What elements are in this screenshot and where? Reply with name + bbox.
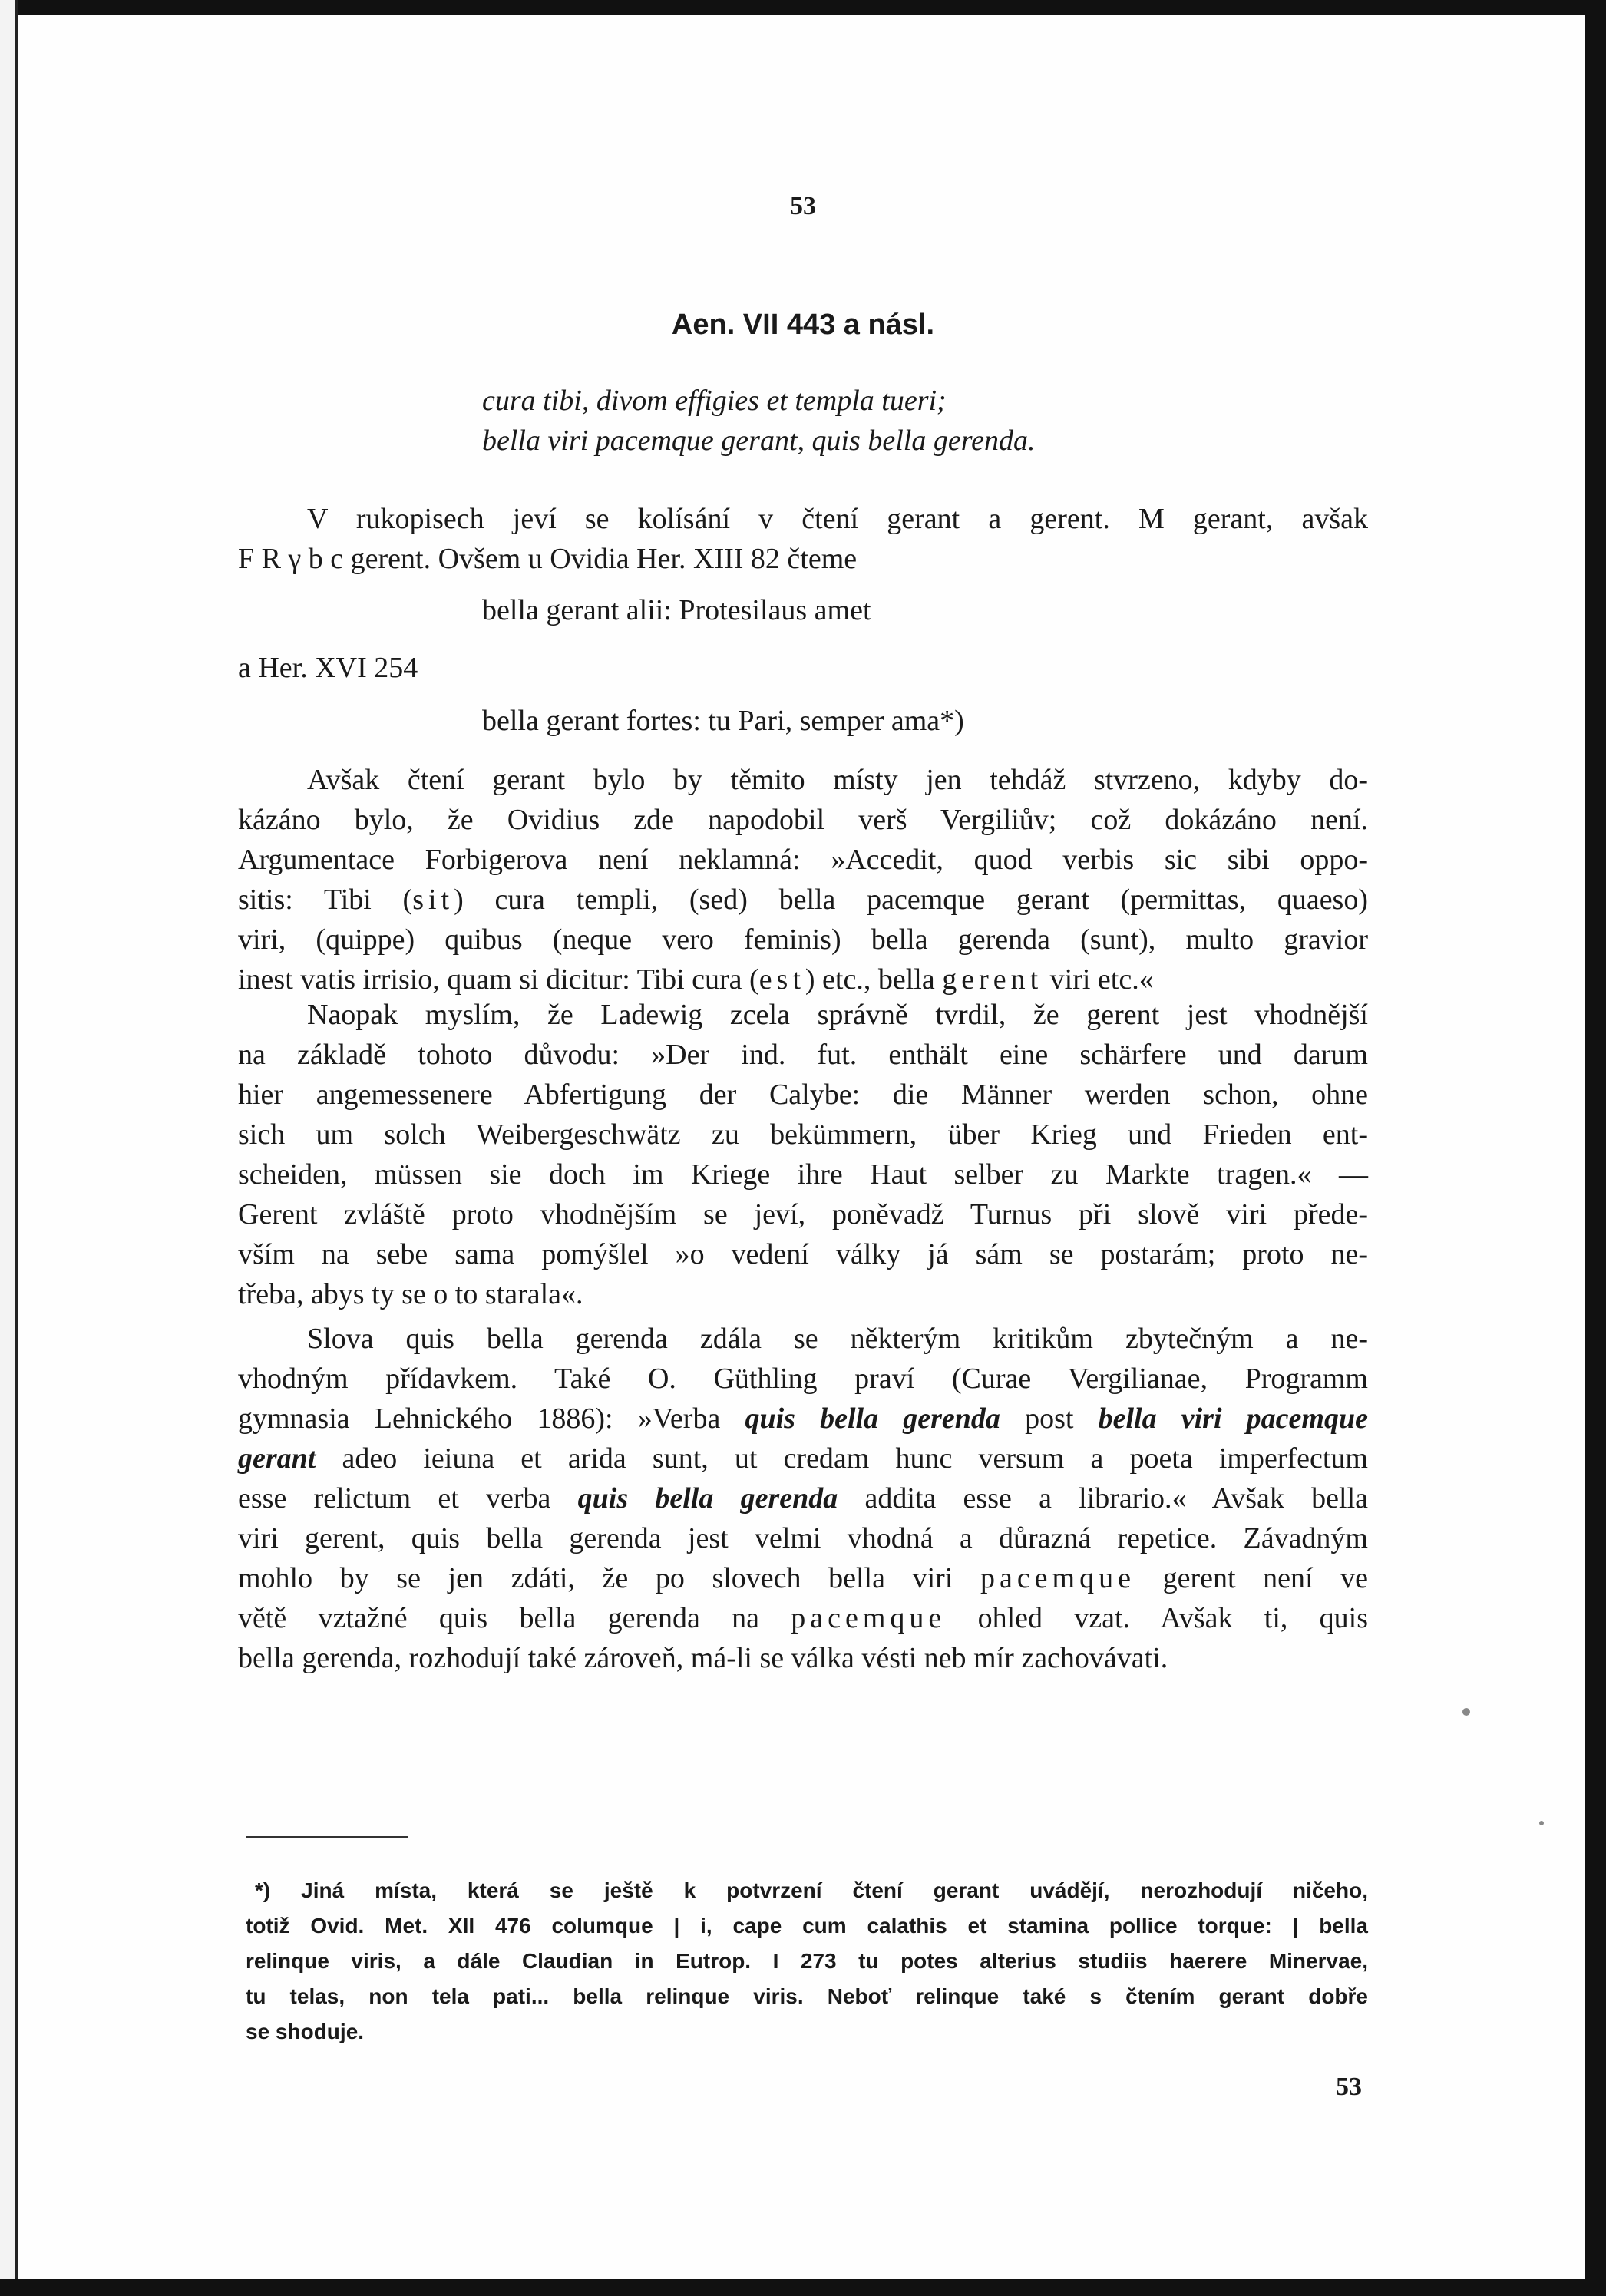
footnote-divider [246, 1836, 408, 1838]
text-line: esse relictum et verba quis bella gerenda addita esse a librario.« Avšak bella [238, 1482, 1368, 1515]
paragraph-4 [238, 1319, 1368, 1678]
text-line: V rukopisech jeví se kolísání v čtení gerant a gerent. M gerant, avšak [307, 503, 1368, 535]
scan-frame-right [1585, 0, 1606, 2296]
text-line: viri gerent, quis bella gerenda jest velmi vhodná a důrazná repetice. Závadným [238, 1522, 1368, 1554]
text-line: Slova quis bella gerenda zdála se některým kritikům zbytečným a ne- [307, 1323, 1368, 1355]
text-line: sich um solch Weibergeschwätz zu bekümmern, über Krieg und Frieden ent- [238, 1118, 1368, 1151]
page-number-top: 53 [790, 192, 816, 220]
page-number-bottom: 53 [1336, 2073, 1362, 2101]
scan-frame-left [0, 0, 18, 2296]
reference-line: a Her. XVI 254 [238, 652, 418, 684]
paragraph-1 [238, 499, 1368, 579]
footnote-line: se shoduje. [246, 2020, 365, 2043]
footnote-line: totiž Ovid. Met. XII 476 columque | i, cape cum calathis et stamina pollice torque: | bella [246, 1914, 1368, 1938]
scan-speck [1539, 1821, 1544, 1825]
text-line: bella gerenda, rozhodují také zároveň, má-li se válka vésti neb mír zachovávati. [238, 1642, 1168, 1674]
text-line: sitis: Tibi (sit) cura templi, (sed) bella pacemque gerant (permittas, quaeso) [238, 884, 1368, 916]
text-line: F R γ b c gerent. Ovšem u Ovidia Her. XIII 82 čteme [238, 543, 858, 575]
footnote-line: relinque viris, a dále Claudian in Eutrop. I 273 tu potes alterius studiis haerere Minervae, [246, 1949, 1368, 1973]
text-line: větě vztažné quis bella gerenda na pacemque ohled vzat. Avšak ti, quis [238, 1602, 1369, 1634]
text-line: inest vatis irrisio, quam si dicitur: Tibi cura (est) etc., bella gerent viri etc.« [238, 963, 1154, 996]
text-line: na základě tohoto důvodu: »Der ind. fut. enthält eine schärfere und darum [238, 1039, 1368, 1071]
scan-frame-top [0, 0, 1606, 15]
text-line: Naopak myslím, že Ladewig zcela správně tvrdil, že gerent jest vhodnější [307, 999, 1368, 1031]
text-line: viri, (quippe) quibus (neque vero feminis) bella gerenda (sunt), multo gravior [238, 923, 1368, 956]
quote-line-1: bella gerant alii: Protesilaus amet [482, 594, 871, 626]
verse-line-1: cura tibi, divom effigies et templa tueri; [482, 385, 947, 417]
footnote-line: tu telas, non tela pati... bella relinque viris. Neboť relinque také s čtením gerant dobře [246, 1984, 1368, 2008]
footnote-line: *) Jiná místa, která se ještě k potvrzení čtení gerant uvádějí, nerozhodují ničeho, [255, 1878, 1368, 1902]
text-line: hier angemessenere Abfertigung der Calybe: die Männer werden schon, ohne [238, 1079, 1368, 1111]
text-line: Gerent zvláště proto vhodnějším se jeví, poněvadž Turnus při slově viri přede- [238, 1198, 1368, 1231]
scan-speck [1462, 1708, 1470, 1716]
section-heading: Aen. VII 443 a násl. [671, 309, 935, 341]
text-line: vhodným přídavkem. Také O. Güthling praví (Curae Vergilianae, Programm [238, 1363, 1368, 1395]
quote-line-2: bella gerant fortes: tu Pari, semper ama*) [482, 705, 964, 737]
text-line: vším na sebe sama pomýšlel »o vedení války já sám se postarám; proto ne- [238, 1238, 1368, 1270]
scan-frame-bottom [0, 2279, 1606, 2296]
text-line: třeba, abys ty se o to starala«. [238, 1278, 583, 1310]
text-line: Argumentace Forbigerova není neklamná: »Accedit, quod verbis sic sibi oppo- [238, 844, 1368, 876]
text-line: kázáno bylo, že Ovidius zde napodobil verš Vergiliův; což dokázáno není. [238, 804, 1368, 836]
text-line: Avšak čtení gerant bylo by těmito místy jen tehdáž stvrzeno, kdyby do- [307, 764, 1368, 796]
text-line: scheiden, müssen sie doch im Kriege ihre Haut selber zu Markte tragen.« — [238, 1158, 1368, 1191]
paragraph-3 [238, 995, 1368, 1314]
text-line: gymnasia Lehnického 1886): »Verba quis bella gerenda post bella viri pacemque [238, 1402, 1368, 1435]
footnote [246, 1873, 1368, 2050]
verse-line-2: bella viri pacemque gerant, quis bella gerenda. [482, 425, 1036, 457]
text-line: gerant adeo ieiuna et arida sunt, ut credam hunc versum a poeta imperfectum [238, 1442, 1368, 1475]
text-line: mohlo by se jen zdáti, že po slovech bella viri pacemque gerent není ve [238, 1562, 1369, 1594]
paragraph-2 [238, 760, 1368, 999]
